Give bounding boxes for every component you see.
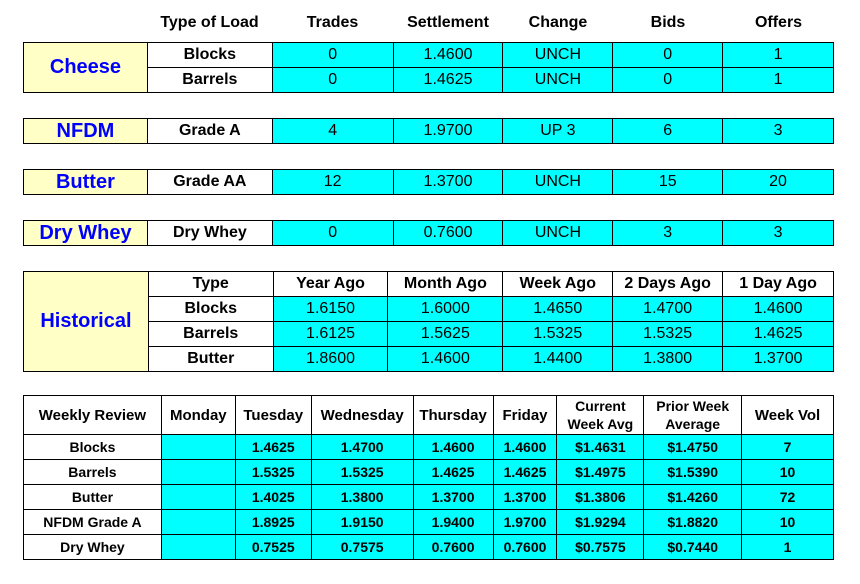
historical-cell: 1.3700 <box>723 347 834 372</box>
weekly-cell: 1.4625 <box>493 460 557 485</box>
cheese-barrels-type: Barrels <box>147 68 272 93</box>
historical-cell: 1.4700 <box>613 297 723 322</box>
historical-header-1-day-ago: 1 Day Ago <box>723 272 834 297</box>
historical-row-type: Barrels <box>148 322 273 347</box>
weekly-cell: $1.4975 <box>557 460 644 485</box>
nfdm-type: Grade A <box>147 119 272 144</box>
dry-whey-change: UNCH <box>503 221 613 246</box>
header-bids: Bids <box>650 14 686 31</box>
historical-cell: 1.6150 <box>273 297 388 322</box>
butter-settlement: 1.3700 <box>393 170 503 195</box>
weekly-cell: 7 <box>742 435 834 460</box>
weekly-cell: $1.4631 <box>557 435 644 460</box>
weekly-cell: 1.9700 <box>493 510 557 535</box>
weekly-cell: 1.4600 <box>493 435 557 460</box>
weekly-cell: 1.4625 <box>413 460 493 485</box>
weekly-cell: $1.4750 <box>644 435 742 460</box>
weekly-header-monday: Monday <box>161 396 235 435</box>
nfdm-label: NFDM <box>24 119 148 144</box>
butter-bids: 15 <box>613 170 723 195</box>
butter-type: Grade AA <box>147 170 272 195</box>
weekly-header-prior-week-average: Prior Week Average <box>644 396 742 435</box>
historical-header-type: Type <box>148 272 273 297</box>
weekly-cell: $1.8820 <box>644 510 742 535</box>
historical-cell: 1.8600 <box>273 347 388 372</box>
weekly-cell: 0.7600 <box>413 535 493 560</box>
weekly-cell: 1.4025 <box>235 485 311 510</box>
weekly-cell <box>161 485 235 510</box>
cheese-barrels-change: UNCH <box>503 68 613 93</box>
nfdm-table <box>23 118 834 144</box>
historical-cell: 1.6125 <box>273 322 388 347</box>
weekly-cell: $1.3806 <box>557 485 644 510</box>
dry-whey-label: Dry Whey <box>24 221 148 246</box>
historical-cell: 1.3800 <box>613 347 723 372</box>
weekly-row-label: NFDM Grade A <box>24 510 162 535</box>
weekly-cell: 72 <box>742 485 834 510</box>
weekly-cell: 1.3700 <box>493 485 557 510</box>
weekly-cell: 1.5325 <box>235 460 311 485</box>
dry-whey-table <box>23 220 834 246</box>
header-trades: Trades <box>306 14 359 31</box>
header-change: Change <box>528 14 588 31</box>
weekly-cell: $0.7440 <box>644 535 742 560</box>
weekly-cell: 0.7575 <box>311 535 413 560</box>
weekly-cell <box>161 460 235 485</box>
weekly-cell: 1.3700 <box>413 485 493 510</box>
cheese-blocks-trades: 0 <box>272 43 393 68</box>
weekly-cell: $1.5390 <box>644 460 742 485</box>
cheese-blocks-type: Blocks <box>147 43 272 68</box>
historical-header-year-ago: Year Ago <box>273 272 388 297</box>
historical-row-type: Butter <box>148 347 273 372</box>
weekly-header-current-week-avg: Current Week Avg <box>557 396 644 435</box>
weekly-cell: 0.7525 <box>235 535 311 560</box>
weekly-cell: 1.8925 <box>235 510 311 535</box>
cheese-barrels-offers: 1 <box>723 68 834 93</box>
weekly-cell <box>161 535 235 560</box>
weekly-cell: 1.3800 <box>311 485 413 510</box>
cheese-barrels-trades: 0 <box>272 68 393 93</box>
butter-offers: 20 <box>723 170 834 195</box>
cheese-barrels-bids: 0 <box>613 68 723 93</box>
dry-whey-type: Dry Whey <box>147 221 272 246</box>
historical-label: Historical <box>24 272 149 372</box>
historical-cell: 1.4600 <box>723 297 834 322</box>
weekly-cell: 1.4700 <box>311 435 413 460</box>
weekly-cell: 10 <box>742 460 834 485</box>
butter-label: Butter <box>24 170 148 195</box>
cheese-label: Cheese <box>24 43 148 93</box>
butter-change: UNCH <box>503 170 613 195</box>
historical-cell: 1.4600 <box>388 347 503 372</box>
cheese-blocks-offers: 1 <box>723 43 834 68</box>
historical-cell: 1.5625 <box>388 322 503 347</box>
cheese-blocks-change: UNCH <box>503 43 613 68</box>
historical-header-month-ago: Month Ago <box>388 272 503 297</box>
weekly-row-label: Blocks <box>24 435 162 460</box>
weekly-cell: $1.9294 <box>557 510 644 535</box>
dry-whey-settlement: 0.7600 <box>393 221 503 246</box>
weekly-cell: 1 <box>742 535 834 560</box>
historical-cell: 1.4625 <box>723 322 834 347</box>
weekly-cell: 0.7600 <box>493 535 557 560</box>
weekly-row-label: Butter <box>24 485 162 510</box>
header-settlement: Settlement <box>407 14 489 31</box>
historical-cell: 1.5325 <box>613 322 723 347</box>
weekly-cell: 1.5325 <box>311 460 413 485</box>
weekly-cell: $0.7575 <box>557 535 644 560</box>
cheese-blocks-bids: 0 <box>613 43 723 68</box>
dry-whey-trades: 0 <box>272 221 393 246</box>
nfdm-settlement: 1.9700 <box>393 119 503 144</box>
historical-cell: 1.6000 <box>388 297 503 322</box>
butter-trades: 12 <box>272 170 393 195</box>
weekly-cell: 1.4600 <box>413 435 493 460</box>
weekly-cell: 10 <box>742 510 834 535</box>
weekly-row-label: Barrels <box>24 460 162 485</box>
historical-header-2-days-ago: 2 Days Ago <box>613 272 723 297</box>
weekly-cell <box>161 510 235 535</box>
cheese-barrels-settlement: 1.4625 <box>393 68 503 93</box>
dry-whey-offers: 3 <box>723 221 834 246</box>
weekly-header-week-vol: Week Vol <box>742 396 834 435</box>
weekly-cell: 1.4625 <box>235 435 311 460</box>
nfdm-change: UP 3 <box>503 119 613 144</box>
weekly-header-wednesday: Wednesday <box>311 396 413 435</box>
cheese-table <box>23 42 834 93</box>
weekly-row-label: Dry Whey <box>24 535 162 560</box>
header-offers: Offers <box>754 14 803 31</box>
header-type-of-load: Type of Load <box>160 14 259 31</box>
historical-table <box>23 271 834 372</box>
weekly-header-friday: Friday <box>493 396 557 435</box>
butter-table <box>23 169 834 195</box>
nfdm-offers: 3 <box>723 119 834 144</box>
historical-cell: 1.4400 <box>503 347 613 372</box>
weekly-review-table <box>23 395 834 560</box>
dry-whey-bids: 3 <box>613 221 723 246</box>
historical-row-type: Blocks <box>148 297 273 322</box>
nfdm-trades: 4 <box>272 119 393 144</box>
weekly-cell: $1.4260 <box>644 485 742 510</box>
weekly-cell: 1.9150 <box>311 510 413 535</box>
historical-cell: 1.5325 <box>503 322 613 347</box>
weekly-header-thursday: Thursday <box>413 396 493 435</box>
historical-header-week-ago: Week Ago <box>503 272 613 297</box>
weekly-cell <box>161 435 235 460</box>
weekly-header-tuesday: Tuesday <box>235 396 311 435</box>
weekly-header-review: Weekly Review <box>24 396 162 435</box>
historical-cell: 1.4650 <box>503 297 613 322</box>
cheese-blocks-settlement: 1.4600 <box>393 43 503 68</box>
weekly-cell: 1.9400 <box>413 510 493 535</box>
nfdm-bids: 6 <box>613 119 723 144</box>
